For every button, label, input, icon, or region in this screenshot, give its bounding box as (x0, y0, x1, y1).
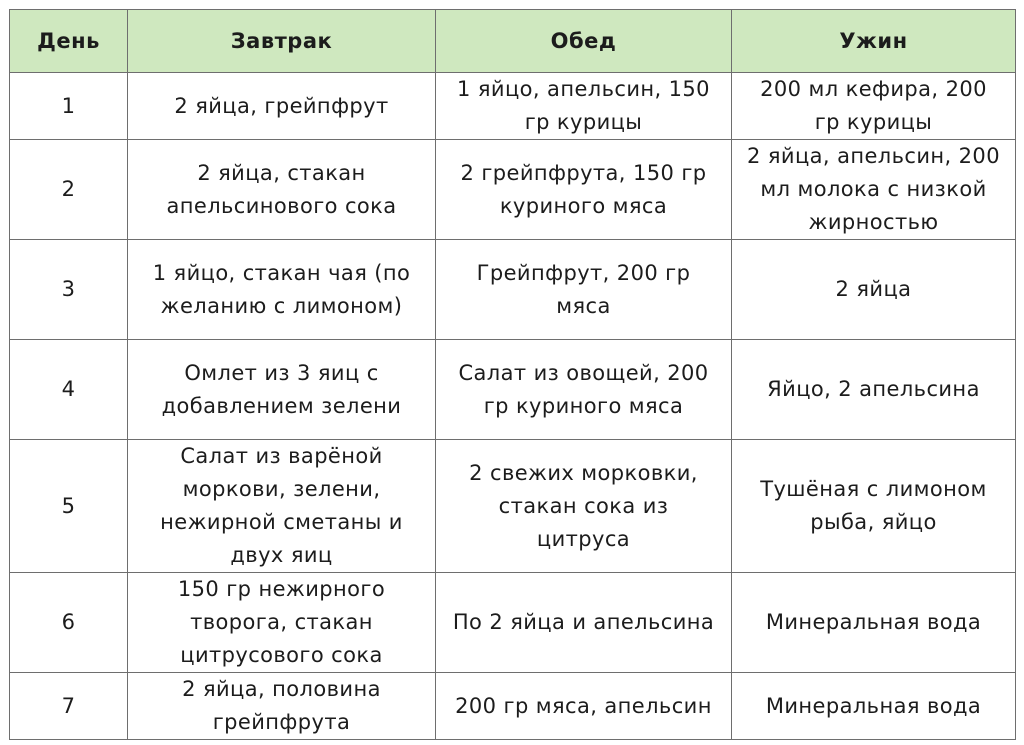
breakfast-cell: 1 яйцо, стакан чая (по желанию с лимоном) (128, 240, 436, 340)
breakfast-cell: 2 яйца, стакан апельсинового сока (128, 140, 436, 240)
dinner-cell: 200 мл кефира, 200 гр курицы (732, 73, 1016, 140)
lunch-cell: 1 яйцо, апельсин, 150 гр курицы (436, 73, 732, 140)
breakfast-cell: 150 гр нежирного творога, стакан цитрусового сока (128, 573, 436, 673)
table-row (10, 140, 1016, 240)
breakfast-cell: 2 яйца, грейпфрут (128, 73, 436, 140)
dinner-cell: 2 яйца, апельсин, 200 мл молока с низкой жирностью (732, 140, 1016, 240)
lunch-cell: По 2 яйца и апельсина (436, 573, 732, 673)
dinner-cell: Минеральная вода (732, 573, 1016, 673)
table-row (10, 340, 1016, 440)
dinner-cell: Минеральная вода (732, 673, 1016, 740)
dinner-cell: Тушёная с лимоном рыба, яйцо (732, 440, 1016, 573)
day-cell: 4 (10, 340, 128, 440)
table-row (10, 573, 1016, 673)
day-cell: 1 (10, 73, 128, 140)
header-day: День (10, 10, 128, 73)
table-row (10, 240, 1016, 340)
table-row (10, 440, 1016, 573)
breakfast-cell: Салат из варёной моркови, зелени, нежирной сметаны и двух яиц (128, 440, 436, 573)
lunch-cell: Грейпфрут, 200 гр мяса (436, 240, 732, 340)
table-row (10, 673, 1016, 740)
diet-plan-table (9, 9, 1016, 740)
lunch-cell: Салат из овощей, 200 гр куриного мяса (436, 340, 732, 440)
table-header-row (10, 10, 1016, 73)
day-cell: 2 (10, 140, 128, 240)
dinner-cell: Яйцо, 2 апельсина (732, 340, 1016, 440)
lunch-cell: 2 грейпфрута, 150 гр куриного мяса (436, 140, 732, 240)
lunch-cell: 200 гр мяса, апельсин (436, 673, 732, 740)
day-cell: 3 (10, 240, 128, 340)
day-cell: 5 (10, 440, 128, 573)
dinner-cell: 2 яйца (732, 240, 1016, 340)
header-lunch: Обед (436, 10, 732, 73)
breakfast-cell: 2 яйца, половина грейпфрута (128, 673, 436, 740)
table-row (10, 73, 1016, 140)
day-cell: 6 (10, 573, 128, 673)
lunch-cell: 2 свежих морковки, стакан сока из цитруса (436, 440, 732, 573)
header-breakfast: Завтрак (128, 10, 436, 73)
breakfast-cell: Омлет из 3 яиц с добавлением зелени (128, 340, 436, 440)
day-cell: 7 (10, 673, 128, 740)
header-dinner: Ужин (732, 10, 1016, 73)
